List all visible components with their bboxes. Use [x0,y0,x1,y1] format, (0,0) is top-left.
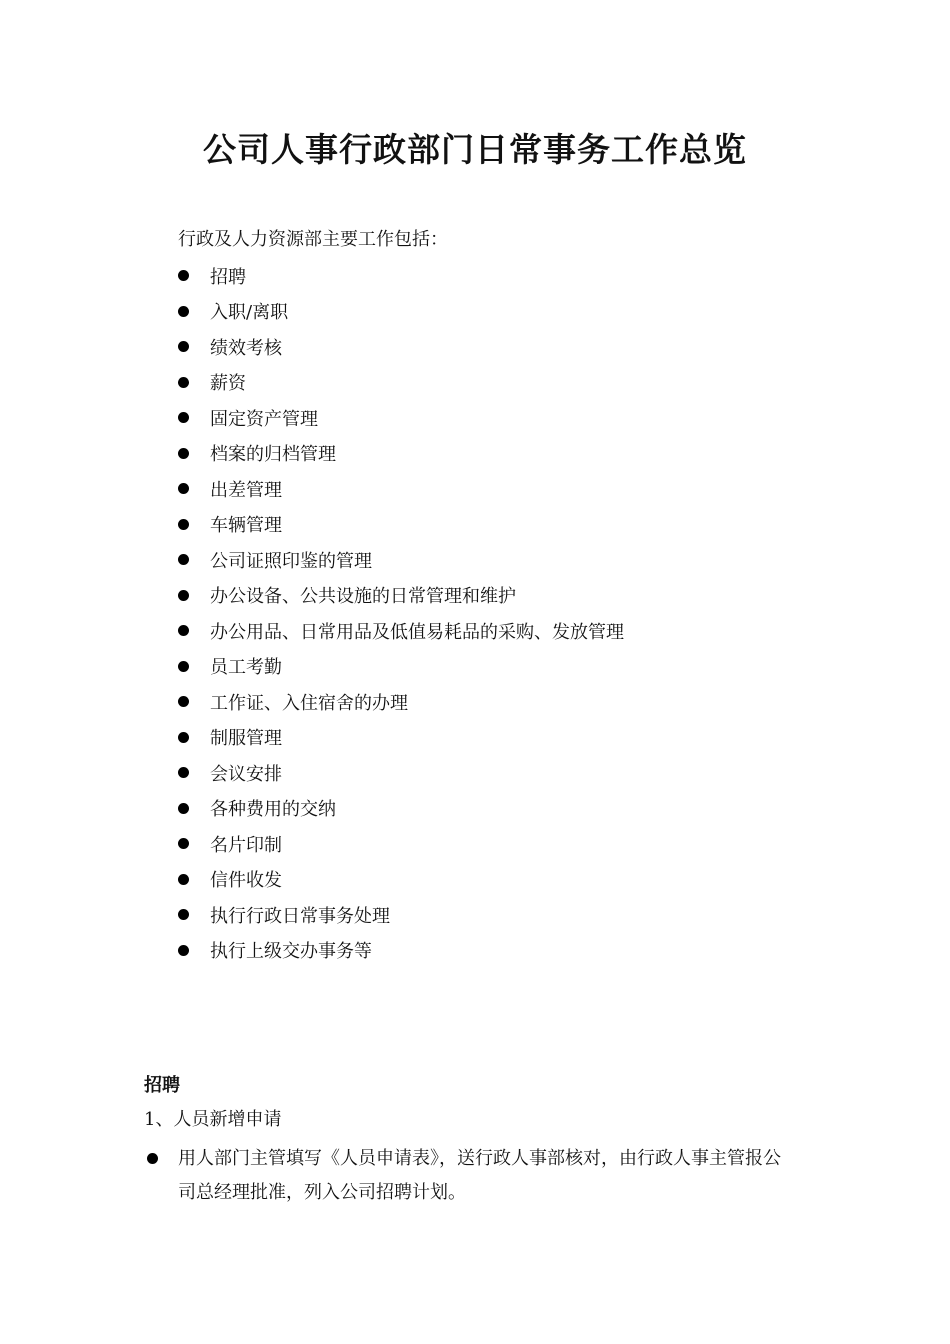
detail-line-2: 司总经理批准，列入公司招聘计划。 [178,1182,466,1203]
bullet-icon [178,874,189,885]
list-item [176,933,624,969]
list-item-label: 入职/离职 [210,302,289,324]
list-item-label: 招聘 [210,266,246,288]
bullet-icon [178,448,189,459]
list-item-label: 车辆管理 [210,515,282,537]
list-item-label: 公司证照印鉴的管理 [210,550,372,572]
bullet-icon [178,554,189,565]
bullet-icon [178,945,189,956]
section-subheading: 1、人员新增申请 [144,1109,282,1130]
list-item-label: 会议安排 [210,763,282,785]
bullet-icon [178,909,189,920]
section-heading: 招聘 [144,1075,180,1096]
list-item [176,258,624,294]
bullet-icon [178,696,189,707]
list-item [176,755,624,791]
bullet-icon [178,270,189,281]
list-item [176,613,624,649]
detail-line-1: 用人部门主管填写《人员申请表》，送行政人事部核对，由行政人事主管报公 [178,1148,781,1169]
bullet-icon [178,803,189,814]
list-item [176,542,624,578]
list-item [176,329,624,365]
bullet-icon [178,377,189,388]
list-item-label: 信件收发 [210,870,282,892]
list-item [176,649,624,685]
list-item-label: 薪资 [210,373,246,395]
list-item [176,365,624,401]
bullet-icon [178,661,189,672]
list-item-label: 固定资产管理 [210,408,318,430]
list-item-label: 工作证、入住宿舍的办理 [210,692,408,714]
bullet-icon [147,1153,158,1164]
list-item-label: 办公用品、日常用品及低值易耗品的采购、发放管理 [210,621,624,643]
list-item-label: 执行上级交办事务等 [210,941,372,963]
document-title: 公司人事行政部门日常事务工作总览 [203,130,747,169]
list-item-label: 各种费用的交纳 [210,799,336,821]
list-item [176,897,624,933]
list-item-label: 办公设备、公共设施的日常管理和维护 [210,586,516,608]
list-item [176,294,624,330]
bullet-icon [178,519,189,530]
list-item-label: 绩效考核 [210,337,282,359]
list-item [176,471,624,507]
bullet-icon [178,341,189,352]
bullet-icon [178,590,189,601]
list-item-label: 制服管理 [210,728,282,750]
list-item-label: 出差管理 [210,479,282,501]
bullet-icon [178,732,189,743]
section-detail-item [144,1142,824,1210]
list-item [176,791,624,827]
duties-list [176,258,624,968]
list-item-label: 执行行政日常事务处理 [210,905,390,927]
list-item [176,400,624,436]
list-item [176,826,624,862]
bullet-icon [178,767,189,778]
list-item [176,507,624,543]
bullet-icon [178,412,189,423]
list-item-label: 名片印制 [210,834,282,856]
list-item [176,578,624,614]
list-item-label: 档案的归档管理 [210,444,336,466]
bullet-icon [178,306,189,317]
list-item [176,720,624,756]
intro-text: 行政及人力资源部主要工作包括： [178,229,448,250]
list-item [176,862,624,898]
list-item-label: 员工考勤 [210,657,282,679]
bullet-icon [178,625,189,636]
bullet-icon [178,483,189,494]
list-item [176,436,624,472]
list-item [176,684,624,720]
bullet-icon [178,838,189,849]
